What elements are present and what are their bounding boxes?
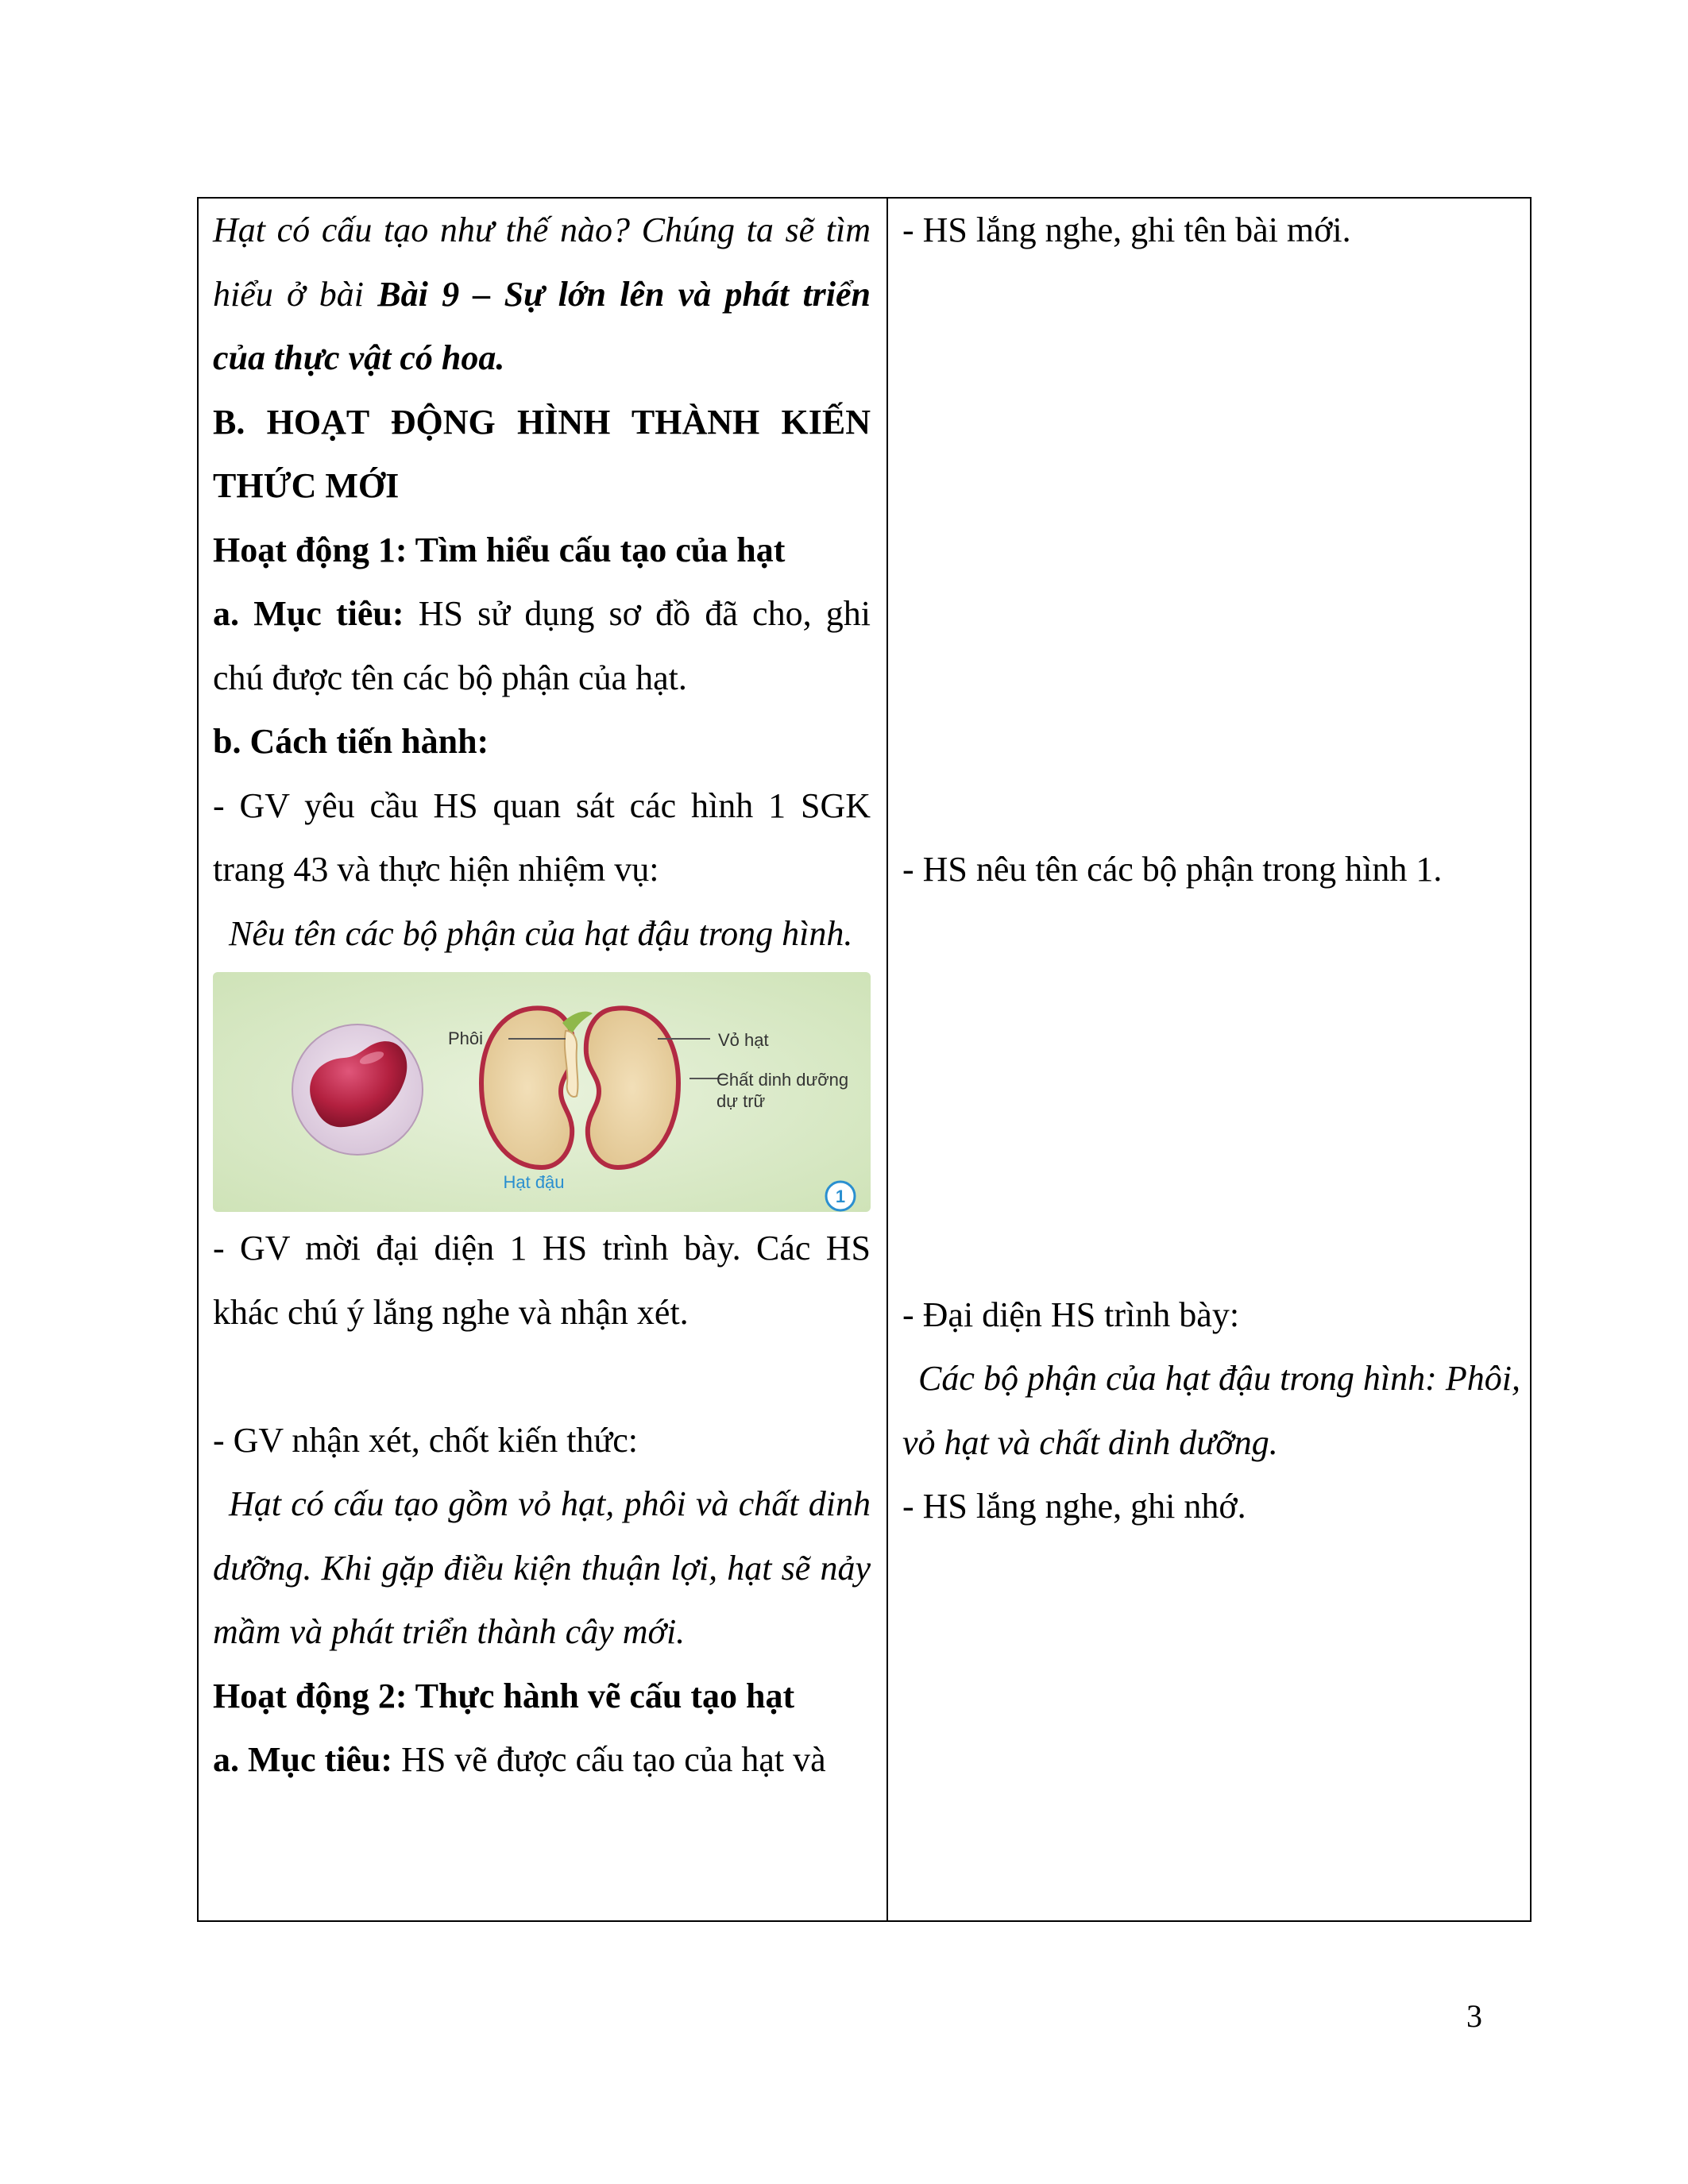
intro-question: Hạt có cấu tạo như thế nào? Chúng ta sẽ tìm hiểu ở bài (213, 210, 871, 314)
student-present: - Đại diện HS trình bày: (902, 1295, 1240, 1334)
gv-request: - GV yêu cầu HS quan sát các hình 1 SGK trang 43 và thực hiện nhiệm vụ: (213, 785, 871, 889)
objective-label: a. Mục tiêu: (213, 594, 404, 633)
lesson-table (197, 197, 1532, 1922)
task-question: Nêu tên các bộ phận của hạt đậu trong hình. (229, 913, 853, 953)
activity-1-title: Hoạt động 1: Tìm hiểu cấu tạo của hạt (213, 530, 786, 569)
right-cotyledon (586, 1008, 678, 1167)
label-phoi: Phôi (447, 1028, 484, 1048)
left-cotyledon (481, 1008, 574, 1167)
procedure-label: b. Cách tiến hành: (213, 722, 489, 761)
student-listen-1: - HS lắng nghe, ghi tên bài mới. (902, 210, 1351, 249)
student-name-parts: - HS nêu tên các bộ phận trong hình 1. (902, 850, 1443, 889)
intro-paragraph (213, 199, 871, 391)
figure-number: 1 (835, 1187, 846, 1206)
section-b-heading: B. HOẠT ĐỘNG HÌNH THÀNH KIẾN THỨC MỚI (213, 402, 871, 505)
figure-caption: Hạt đậu (503, 1172, 565, 1192)
objective-text-2: HS vẽ được cấu tạo của hạt và (401, 1740, 826, 1779)
activity-2-objective (213, 1728, 871, 1792)
student-answer: Các bộ phận của hạt đậu trong hình: Phôi, vỏ hạt và chất dinh dưỡng. (902, 1359, 1520, 1462)
teacher-activity-column (199, 199, 888, 1920)
embryo-icon (565, 1031, 578, 1097)
label-vo-hat: Vỏ hạt (718, 1030, 769, 1050)
gv-conclude: - GV nhận xét, chốt kiến thức: (213, 1420, 639, 1460)
student-listen-2: - HS lắng nghe, ghi nhớ. (902, 1487, 1246, 1526)
label-du-tru: dự trữ (717, 1091, 766, 1111)
gv-invite: - GV mời đại diện 1 HS trình bày. Các HS khác chú ý lắng nghe và nhận xét. (213, 1229, 871, 1332)
lesson-title: Bài 9 – Sự lớn lên và phát triển của thực vật có hoa. (213, 274, 871, 377)
objective-text: HS sử dụng sơ đồ đã cho, ghi chú được tên các bộ phận của hạt. (213, 594, 871, 697)
bean-seed-figure (213, 972, 871, 1212)
page-number: 3 (1466, 1998, 1482, 2034)
objective-label-2: a. Mục tiêu: (213, 1740, 393, 1779)
activity-2-title: Hoạt động 2: Thực hành vẽ cấu tạo hạt (213, 1676, 795, 1715)
activity-1-objective (213, 582, 871, 710)
student-activity-column (888, 199, 1530, 1920)
label-chat-dinh-duong: Chất dinh dưỡng (717, 1070, 849, 1090)
bean-seed-diagram (213, 972, 871, 1212)
conclusion-text: Hạt có cấu tạo gồm vỏ hạt, phôi và chất dinh dưỡng. Khi gặp điều kiện thuận lợi, hạt sẽ nảy mầm và phát triển thành cây mới. (213, 1484, 871, 1651)
